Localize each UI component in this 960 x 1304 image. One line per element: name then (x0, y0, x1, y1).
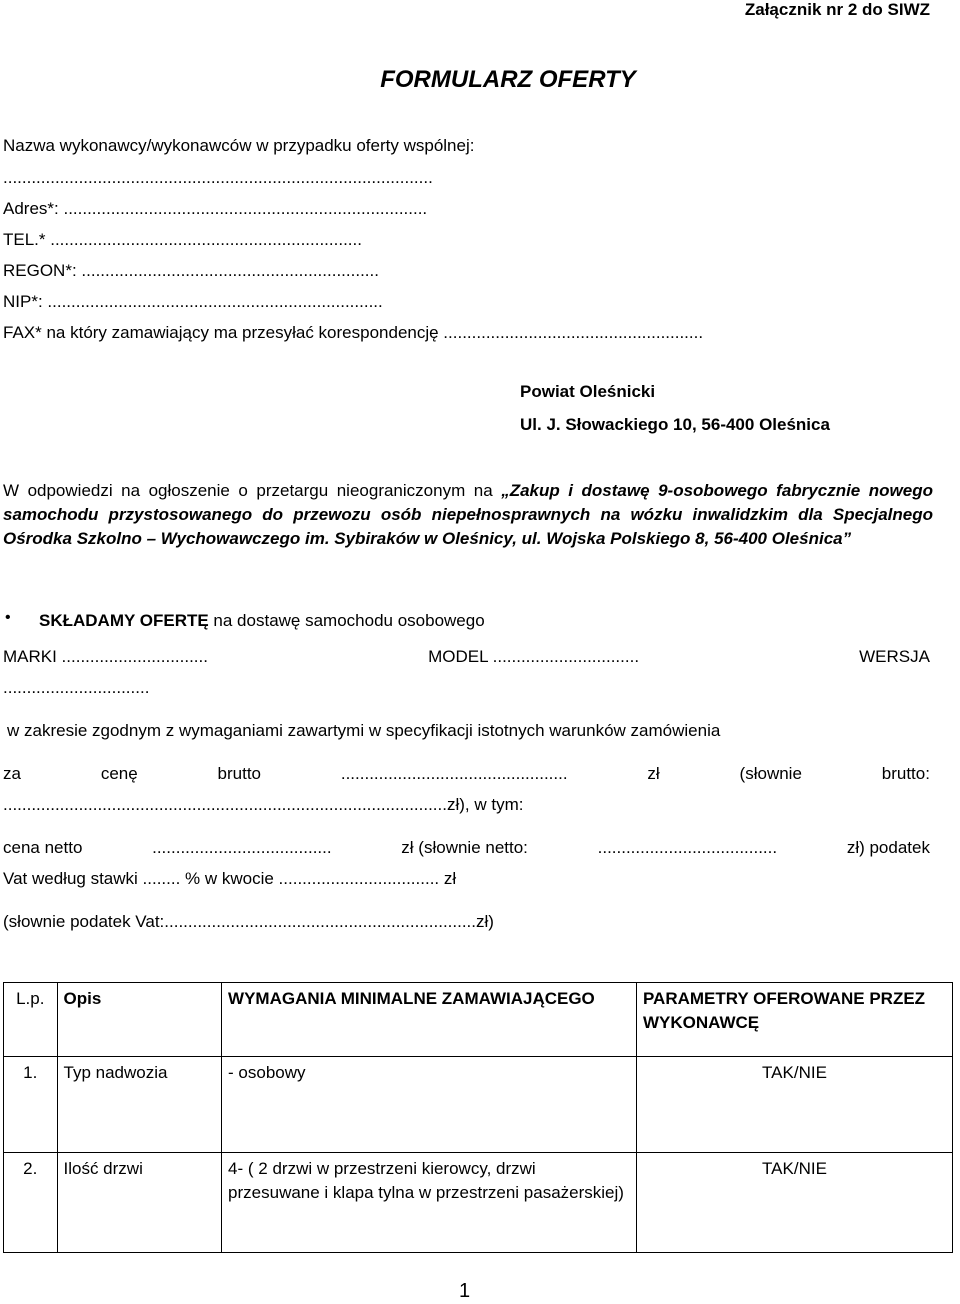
contractor-name-field[interactable]: ........................................................................................... (3, 168, 433, 187)
row-requirements: 4- ( 2 drzwi w przestrzeni kierowcy, drzwi przesuwane i klapa tylna w przestrzeni pasażerskiej) (222, 1153, 637, 1253)
contractor-name-label: Nazwa wykonawcy/wykonawców w przypadku oferty wspólnej: (3, 136, 475, 155)
price-word-2: cenę (100, 764, 138, 783)
netto-field[interactable]: ...................................... (152, 838, 332, 857)
vat-field[interactable]: Vat według stawki ........ % w kwocie .................................. zł (3, 869, 457, 888)
price-word-1: za (3, 764, 21, 783)
offer-heading-rest: na dostawę samochodu osobowego (208, 611, 485, 630)
row-offered[interactable]: TAK/NIE (636, 1057, 952, 1153)
tel-field[interactable]: TEL.* .................................................................. (3, 230, 362, 249)
price-word-7: brutto: (881, 764, 930, 783)
price-gross-field[interactable]: ................................................ (340, 764, 568, 783)
row-lp: 1. (4, 1057, 58, 1153)
wersja-field[interactable]: ............................... (3, 678, 150, 697)
form-title: FORMULARZ OFERTY (380, 66, 636, 93)
row-opis: Ilość drzwi (57, 1153, 222, 1253)
price-words-field[interactable]: ..............................................................................................zł), w tym: (3, 795, 524, 814)
vehicle-row (3, 647, 930, 667)
scope-text: w zakresie zgodnym z wymaganiami zawartymi w specyfikacji istotnych warunków zamówienia (7, 721, 721, 740)
model-field[interactable]: MODEL ............................... (428, 647, 640, 666)
table-row (4, 1153, 953, 1253)
netto-label: cena netto (3, 838, 83, 857)
netto-row (3, 838, 930, 858)
wersja-label: WERSJA (859, 647, 930, 666)
header-opis: Opis (57, 983, 222, 1057)
price-word-5: zł (647, 764, 660, 783)
vat-label-start: zł) podatek (846, 838, 930, 857)
nip-field[interactable]: NIP*: ....................................................................... (3, 292, 383, 311)
vat-words-field[interactable]: (słownie podatek Vat:..................................................................zł) (3, 912, 494, 931)
header-requirements: WYMAGANIA MINIMALNE ZAMAWIAJĄCEGO (222, 983, 637, 1057)
price-row (3, 764, 930, 784)
table-row (4, 1057, 953, 1153)
row-lp: 2. (4, 1153, 58, 1253)
attachment-label: Załącznik nr 2 do SIWZ (744, 0, 930, 19)
page-number: 1 (458, 1280, 471, 1302)
bullet-icon: • (5, 609, 11, 626)
intro-paragraph (3, 479, 933, 551)
price-word-3: brutto (217, 764, 262, 783)
header-offered: PARAMETRY OFEROWANE PRZEZ WYKONAWCĘ (636, 983, 952, 1057)
table-header-row (4, 983, 953, 1057)
netto-words-label: zł (słownie netto: (401, 838, 528, 857)
address-field[interactable]: Adres*: ............................................................................. (3, 199, 428, 218)
recipient-address: Ul. J. Słowackiego 10, 56-400 Oleśnica (520, 415, 830, 434)
recipient-name: Powiat Oleśnicki (520, 382, 656, 401)
row-opis: Typ nadwozia (57, 1057, 222, 1153)
price-word-6: (słownie (739, 764, 802, 783)
offer-heading-bold: SKŁADAMY OFERTĘ (39, 611, 209, 630)
spec-table (3, 982, 953, 1253)
netto-words-field[interactable]: ...................................... (597, 838, 778, 857)
row-offered[interactable]: TAK/NIE (636, 1153, 952, 1253)
header-lp: L.p. (4, 983, 58, 1057)
regon-field[interactable]: REGON*: ............................................................... (3, 261, 379, 280)
tender-subject: „Zakup i dostawę 9-osobowego fabrycznie nowego samochodu przystosowanego do przewozu osób niepełnosprawnych na wózku inwalidzkim dla Specjalnego Ośrodka Szkolno – Wychowawczego im. Sybiraków w Oleśnicy, ul. Wojska Polskiego 8, 56-400 Oleśnica” (3, 481, 933, 548)
offer-heading (39, 611, 485, 631)
marki-field[interactable]: MARKI ............................... (3, 647, 208, 666)
intro-prefix: W odpowiedzi na ogłoszenie o przetargu nieograniczonym na (3, 481, 502, 500)
fax-field[interactable]: FAX* na który zamawiający ma przesyłać korespondencję ....................................................... (3, 323, 704, 342)
row-requirements: - osobowy (222, 1057, 637, 1153)
